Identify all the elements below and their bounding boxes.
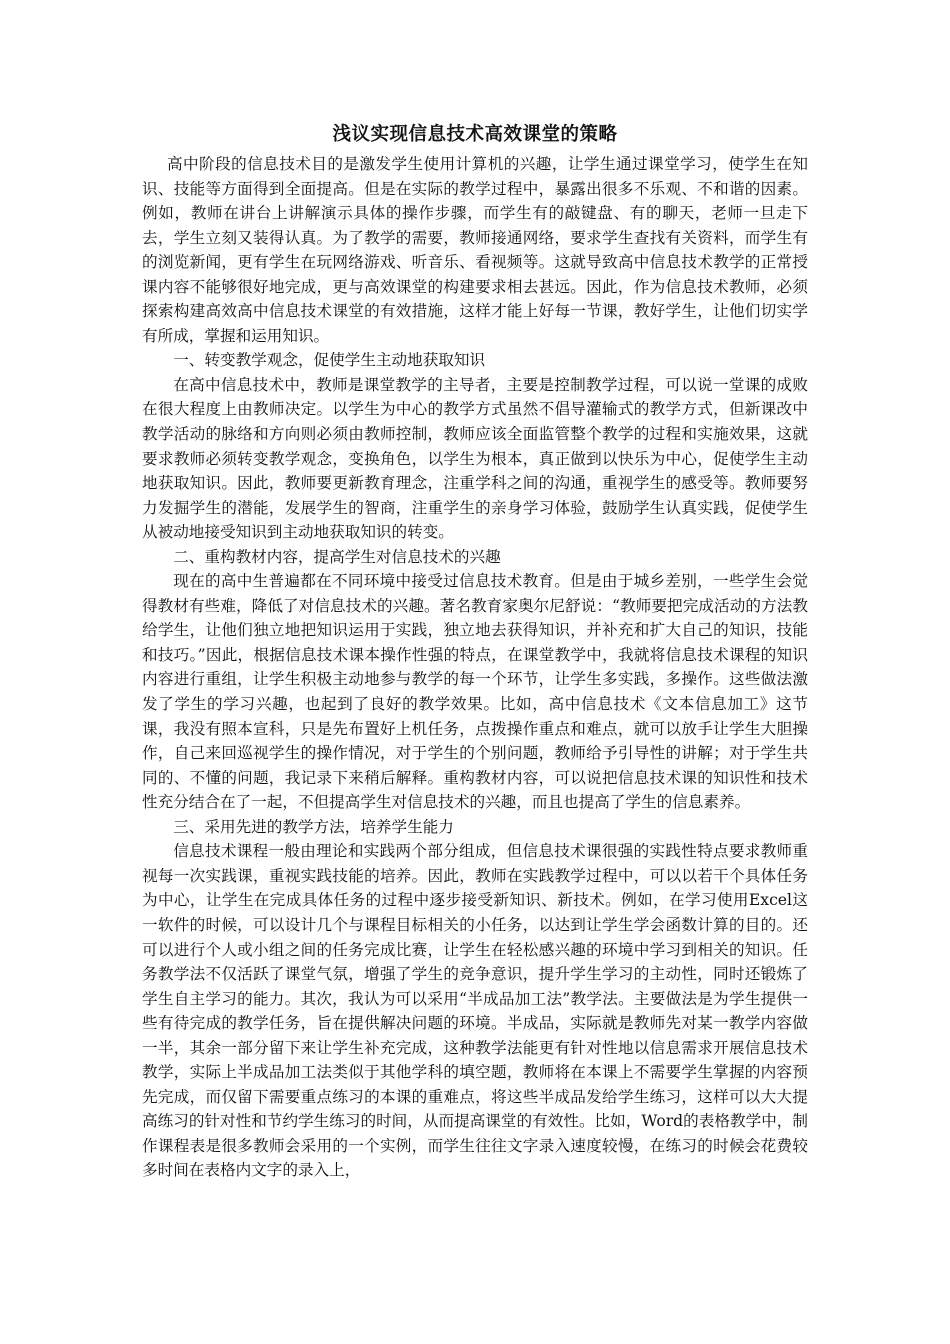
section-body-3: 信息技术课程一般由理论和实践两个部分组成，但信息技术课很强的实践性特点要求教师重视每一次实践课，重视实践技能的培养。因此，教师在实践教学过程中，可以以若干个具体任务为中心，让学生在完成具体任务的过程中逐步接受新知识、新技术。例如，在学习使用Excel这一软件的时候，可以设计几个与课程目标相关的小任务，以达到让学生学会函数计算的目的。还可以进行个人或小组之间的任务完成比赛，让学生在轻松感兴趣的环境中学习到相关的知识。任务教学法不仅活跃了课堂气氛，增强了学生的竞争意识，提升学生学习的主动性，同时还锻炼了学生自主学习的能力。其次，我认为可以采用“半成品加工法”教学法。主要做法是为学生提供一些有待完成的教学任务，旨在提供解决问题的环境。半成品，实际就是教师先对某一教学内容做一半，其余一部分留下来让学生补充完成，这种教学法能更有针对性地以信息需求开展信息技术教学，实际上半成品加工法类似于其他学科的填空题，教师将在本课上不需要学生掌握的内容预先完成，而仅留下需要重点练习的本课的重难点，将这些半成品发给学生练习，这样可以大大提高练习的针对性和节约学生练习的时间，从而提高课堂的有效性。比如，Word的表格教学中，制作课程表是很多教师会采用的一个实例，而学生往往文字录入速度较慢，在练习的时候会花费较多时间在表格内文字的录入上，: [142, 842, 808, 1180]
section-heading-1: 一、转变教学观念，促使学生主动地获取知识: [173, 351, 486, 370]
document-body: [142, 122, 808, 1183]
section-heading-3: 三、采用先进的教学方法，培养学生能力: [173, 817, 454, 836]
intro-paragraph: 高中阶段的信息技术目的是激发学生使用计算机的兴趣，让学生通过课堂学习，使学生在知识、技能等方面得到全面提高。但是在实际的教学过程中，暴露出很多不乐观、不和谐的因素。例如，教师在讲台上讲解演示具体的操作步骤，而学生有的敲键盘、有的聊天，老师一旦走下去，学生立刻又装得认真。为了教学的需要，教师接通网络，要求学生查找有关资料，而学生有的浏览新闻，更有学生在玩网络游戏、听音乐、看视频等。这就导致高中信息技术教学的正常授课内容不能够很好地完成，更与高效课堂的构建要求相去甚远。因此，作为信息技术教师，必须探索构建高效高中信息技术课堂的有效措施，这样才能上好每一节课，教好学生，让他们切实学有所成，掌握和运用知识。: [142, 155, 808, 345]
section-body-2: 现在的高中生普遍都在不同环境中接受过信息技术教育。但是由于城乡差别，一些学生会觉得教材有些难，降低了对信息技术的兴趣。著名教育家奥尔尼舒说：“教师要把完成活动的方法教给学生，让他们独立地把知识运用于实践，独立地去获得知识，并补充和扩大自己的知识，技能和技巧。”因此，根据信息技术课本操作性强的特点，在课堂教学中，我就将信息技术课程的知识内容进行重组，让学生积极主动地参与教学的每一个环节，让学生多实践，多操作。这些做法激发了学生的学习兴趣，也起到了良好的教学效果。比如，高中信息技术《文本信息加工》这节课，我没有照本宣科，只是先布置好上机任务，点拨操作重点和难点，就可以放手让学生大胆操作，自己来回巡视学生的操作情况，对于学生的个别问题，教师给予引导性的讲解；对于学生共同的、不懂的问题，我记录下来稍后解释。重构教材内容，可以说把信息技术课的知识性和技术性充分结合在了一起，不但提高学生对信息技术的兴趣，而且也提高了学生的信息素养。: [142, 572, 808, 812]
section-body-1: 在高中信息技术中，教师是课堂教学的主导者，主要是控制教学过程，可以说一堂课的成败在很大程度上由教师决定。以学生为中心的教学方式虽然不倡导灌输式的教学方式，但新课改中教学活动的脉络和方向则必须由教师控制，教师应该全面监管整个教学的过程和实施效果，这就要求教师必须转变教学观念，变换角色，以学生为根本，真正做到以快乐为中心，促使学生主动地获取知识。因此，教师要更新教育理念，注重学科之间的沟通，重视学生的感受等。教师要努力发掘学生的潜能，发展学生的智商，注重学生的亲身学习体验，鼓励学生认真实践，促使学生从被动地接受知识到主动地获取知识的转变。: [142, 375, 808, 542]
section-heading-2: 二、重构教材内容，提高学生对信息技术的兴趣: [173, 547, 501, 566]
document-title: 浅议实现信息技术高效课堂的策略: [332, 124, 618, 145]
